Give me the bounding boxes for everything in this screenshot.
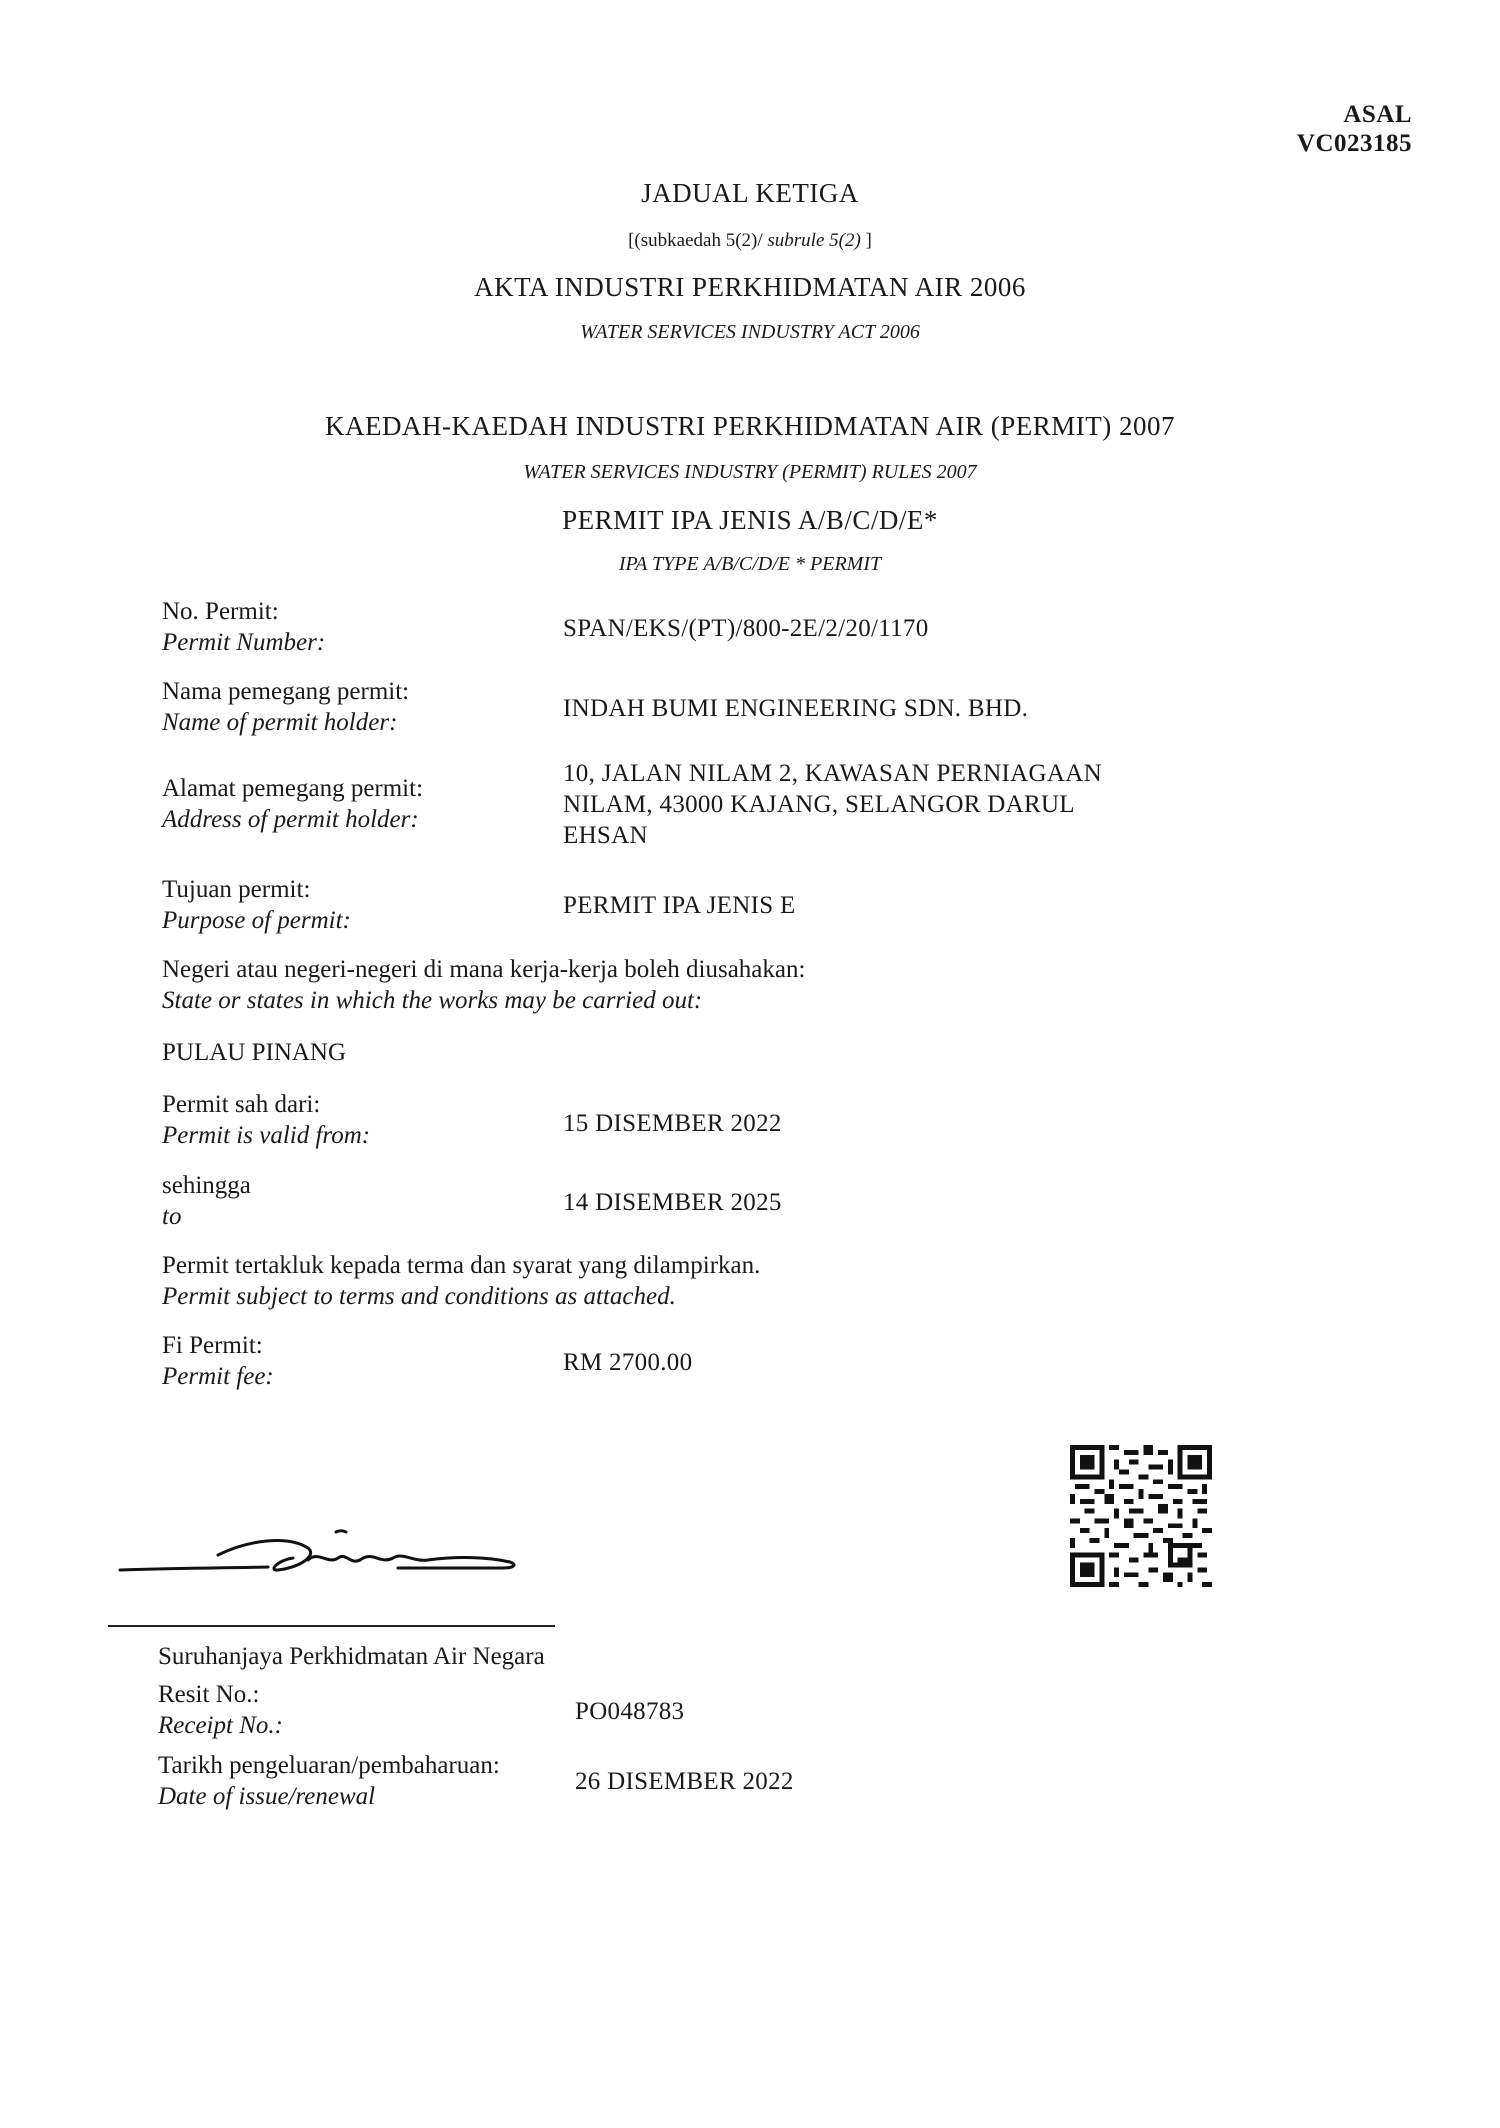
- permit-number-label-ms: No. Permit:: [162, 598, 279, 625]
- rule-ref-close: ]: [865, 230, 872, 251]
- receipt-label-en: Receipt No.:: [158, 1712, 283, 1739]
- states-label: [162, 954, 805, 1016]
- states-label-en: State or states in which the works may be carried out:: [162, 987, 703, 1014]
- terms-note-ms: Permit tertakluk kepada terma dan syarat yang dilampirkan.: [162, 1252, 761, 1279]
- valid-to-value: 14 DISEMBER 2025: [563, 1189, 782, 1216]
- permit-number-label-en: Permit Number:: [162, 629, 326, 656]
- receipt-value: PO048783: [575, 1698, 685, 1725]
- fee-label-en: Permit fee:: [162, 1363, 274, 1390]
- terms-note-en: Permit subject to terms and conditions as attached.: [162, 1283, 676, 1310]
- fee-label-ms: Fi Permit:: [162, 1332, 263, 1359]
- holder-address-label: [162, 773, 423, 835]
- receipt-label: [158, 1679, 283, 1741]
- purpose-value: PERMIT IPA JENIS E: [563, 892, 796, 919]
- holder-name-label-en: Name of permit holder:: [162, 709, 398, 736]
- qr-code-icon: [1070, 1445, 1212, 1587]
- rule-reference: [0, 230, 1500, 252]
- purpose-label-en: Purpose of permit:: [162, 907, 351, 934]
- act-title-en: WATER SERVICES INDUSTRY ACT 2006: [580, 321, 920, 343]
- rules-title-en: WATER SERVICES INDUSTRY (PERMIT) RULES 2007: [523, 461, 977, 483]
- signature-line: [108, 1625, 555, 1627]
- purpose-label: [162, 874, 351, 936]
- states-label-ms: Negeri atau negeri-negeri di mana kerja-kerja boleh diusahakan:: [162, 956, 806, 983]
- serial-number: VC023185: [1296, 130, 1412, 157]
- purpose-label-ms: Tujuan permit:: [162, 876, 311, 903]
- permit-type-en: IPA TYPE A/B/C/D/E * PERMIT: [618, 553, 882, 575]
- schedule-title: JADUAL KETIGA: [641, 178, 859, 208]
- valid-from-label-ms: Permit sah dari:: [162, 1091, 321, 1118]
- address-line-3: EHSAN: [563, 822, 648, 849]
- valid-to-label: [162, 1170, 251, 1232]
- issuer-name: Suruhanjaya Perkhidmatan Air Negara: [158, 1643, 545, 1670]
- address-line-1: 10, JALAN NILAM 2, KAWASAN PERNIAGAAN: [563, 760, 1102, 787]
- valid-to-label-ms: sehingga: [162, 1172, 251, 1199]
- copy-mark-label: ASAL: [1343, 101, 1412, 128]
- issue-date-label: [158, 1750, 500, 1812]
- address-line-2: NILAM, 43000 KAJANG, SELANGOR DARUL: [563, 791, 1075, 818]
- rule-ref-en: subrule 5(2): [767, 230, 861, 251]
- permit-type-ms: PERMIT IPA JENIS A/B/C/D/E*: [562, 505, 938, 535]
- rule-ref-ms: [(subkaedah 5(2)/: [628, 230, 763, 251]
- issue-date-label-en: Date of issue/renewal: [158, 1783, 376, 1810]
- fee-label: [162, 1330, 274, 1392]
- signature: [118, 1510, 548, 1590]
- holder-name-label: [162, 676, 409, 738]
- act-title-ms: AKTA INDUSTRI PERKHIDMATAN AIR 2006: [474, 272, 1026, 302]
- holder-address-label-en: Address of permit holder:: [162, 806, 419, 833]
- document-copy-mark: [1297, 100, 1412, 158]
- valid-from-label: [162, 1089, 370, 1151]
- rules-title-ms: KAEDAH-KAEDAH INDUSTRI PERKHIDMATAN AIR (PERMIT) 2007: [324, 411, 1176, 441]
- holder-name-label-ms: Nama pemegang permit:: [162, 678, 410, 705]
- holder-address-label-ms: Alamat pemegang permit:: [162, 775, 424, 802]
- valid-from-label-en: Permit is valid from:: [162, 1122, 371, 1149]
- permit-number-value: SPAN/EKS/(PT)/800-2E/2/20/1170: [563, 615, 929, 642]
- holder-address-value: [563, 758, 1102, 851]
- terms-note: [162, 1250, 760, 1312]
- permit-number-label: [162, 596, 325, 658]
- issue-date-label-ms: Tarikh pengeluaran/pembaharuan:: [158, 1752, 500, 1779]
- valid-to-label-en: to: [162, 1203, 182, 1230]
- holder-name-value: INDAH BUMI ENGINEERING SDN. BHD.: [563, 695, 1029, 722]
- issue-date-value: 26 DISEMBER 2022: [575, 1768, 794, 1795]
- valid-from-value: 15 DISEMBER 2022: [563, 1110, 782, 1137]
- states-value: PULAU PINANG: [162, 1039, 347, 1066]
- fee-value: RM 2700.00: [563, 1349, 693, 1376]
- receipt-label-ms: Resit No.:: [158, 1681, 260, 1708]
